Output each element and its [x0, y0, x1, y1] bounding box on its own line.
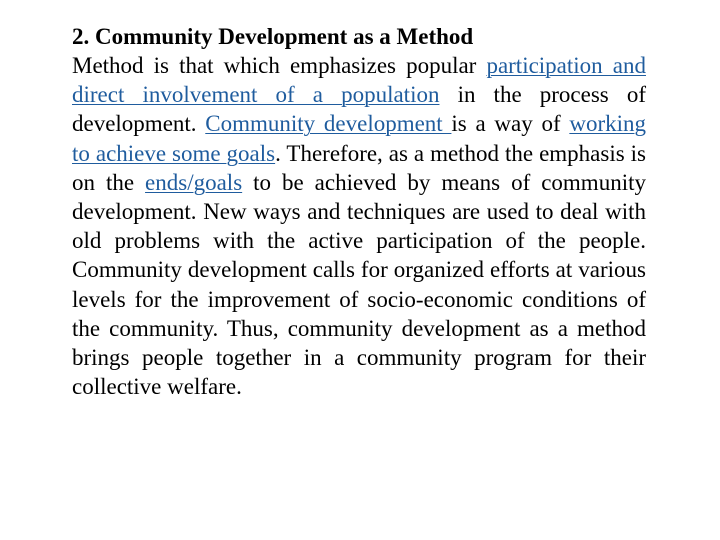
text-segment: is a way of	[451, 111, 570, 137]
section-heading: 2. Community Development as a Method	[72, 24, 474, 49]
link-ends-goals[interactable]: ends/goals	[145, 169, 243, 195]
text-segment: Method is that which emphasizes popular	[72, 53, 487, 78]
link-community-development[interactable]: Community development	[205, 111, 452, 137]
slide-content	[72, 22, 646, 401]
text-segment: in the process of development.	[72, 82, 646, 137]
link-participation[interactable]: participation and direct involvement of a population	[72, 53, 646, 108]
body-paragraph	[72, 51, 646, 401]
text-segment: . Therefore, as a method the emphasis is on the	[72, 140, 646, 195]
link-working-to-achieve-goals[interactable]: working to achieve some goals	[72, 111, 647, 166]
text-segment: to be achieved by means of community development. New ways and techniques are used to deal with old problems with the active participation of the people. Community development calls for organized efforts at various levels for the improvement of socio-economic conditions of the community. Thus, community development as a method brings people together in a community program for their collective welfare.	[72, 169, 646, 400]
